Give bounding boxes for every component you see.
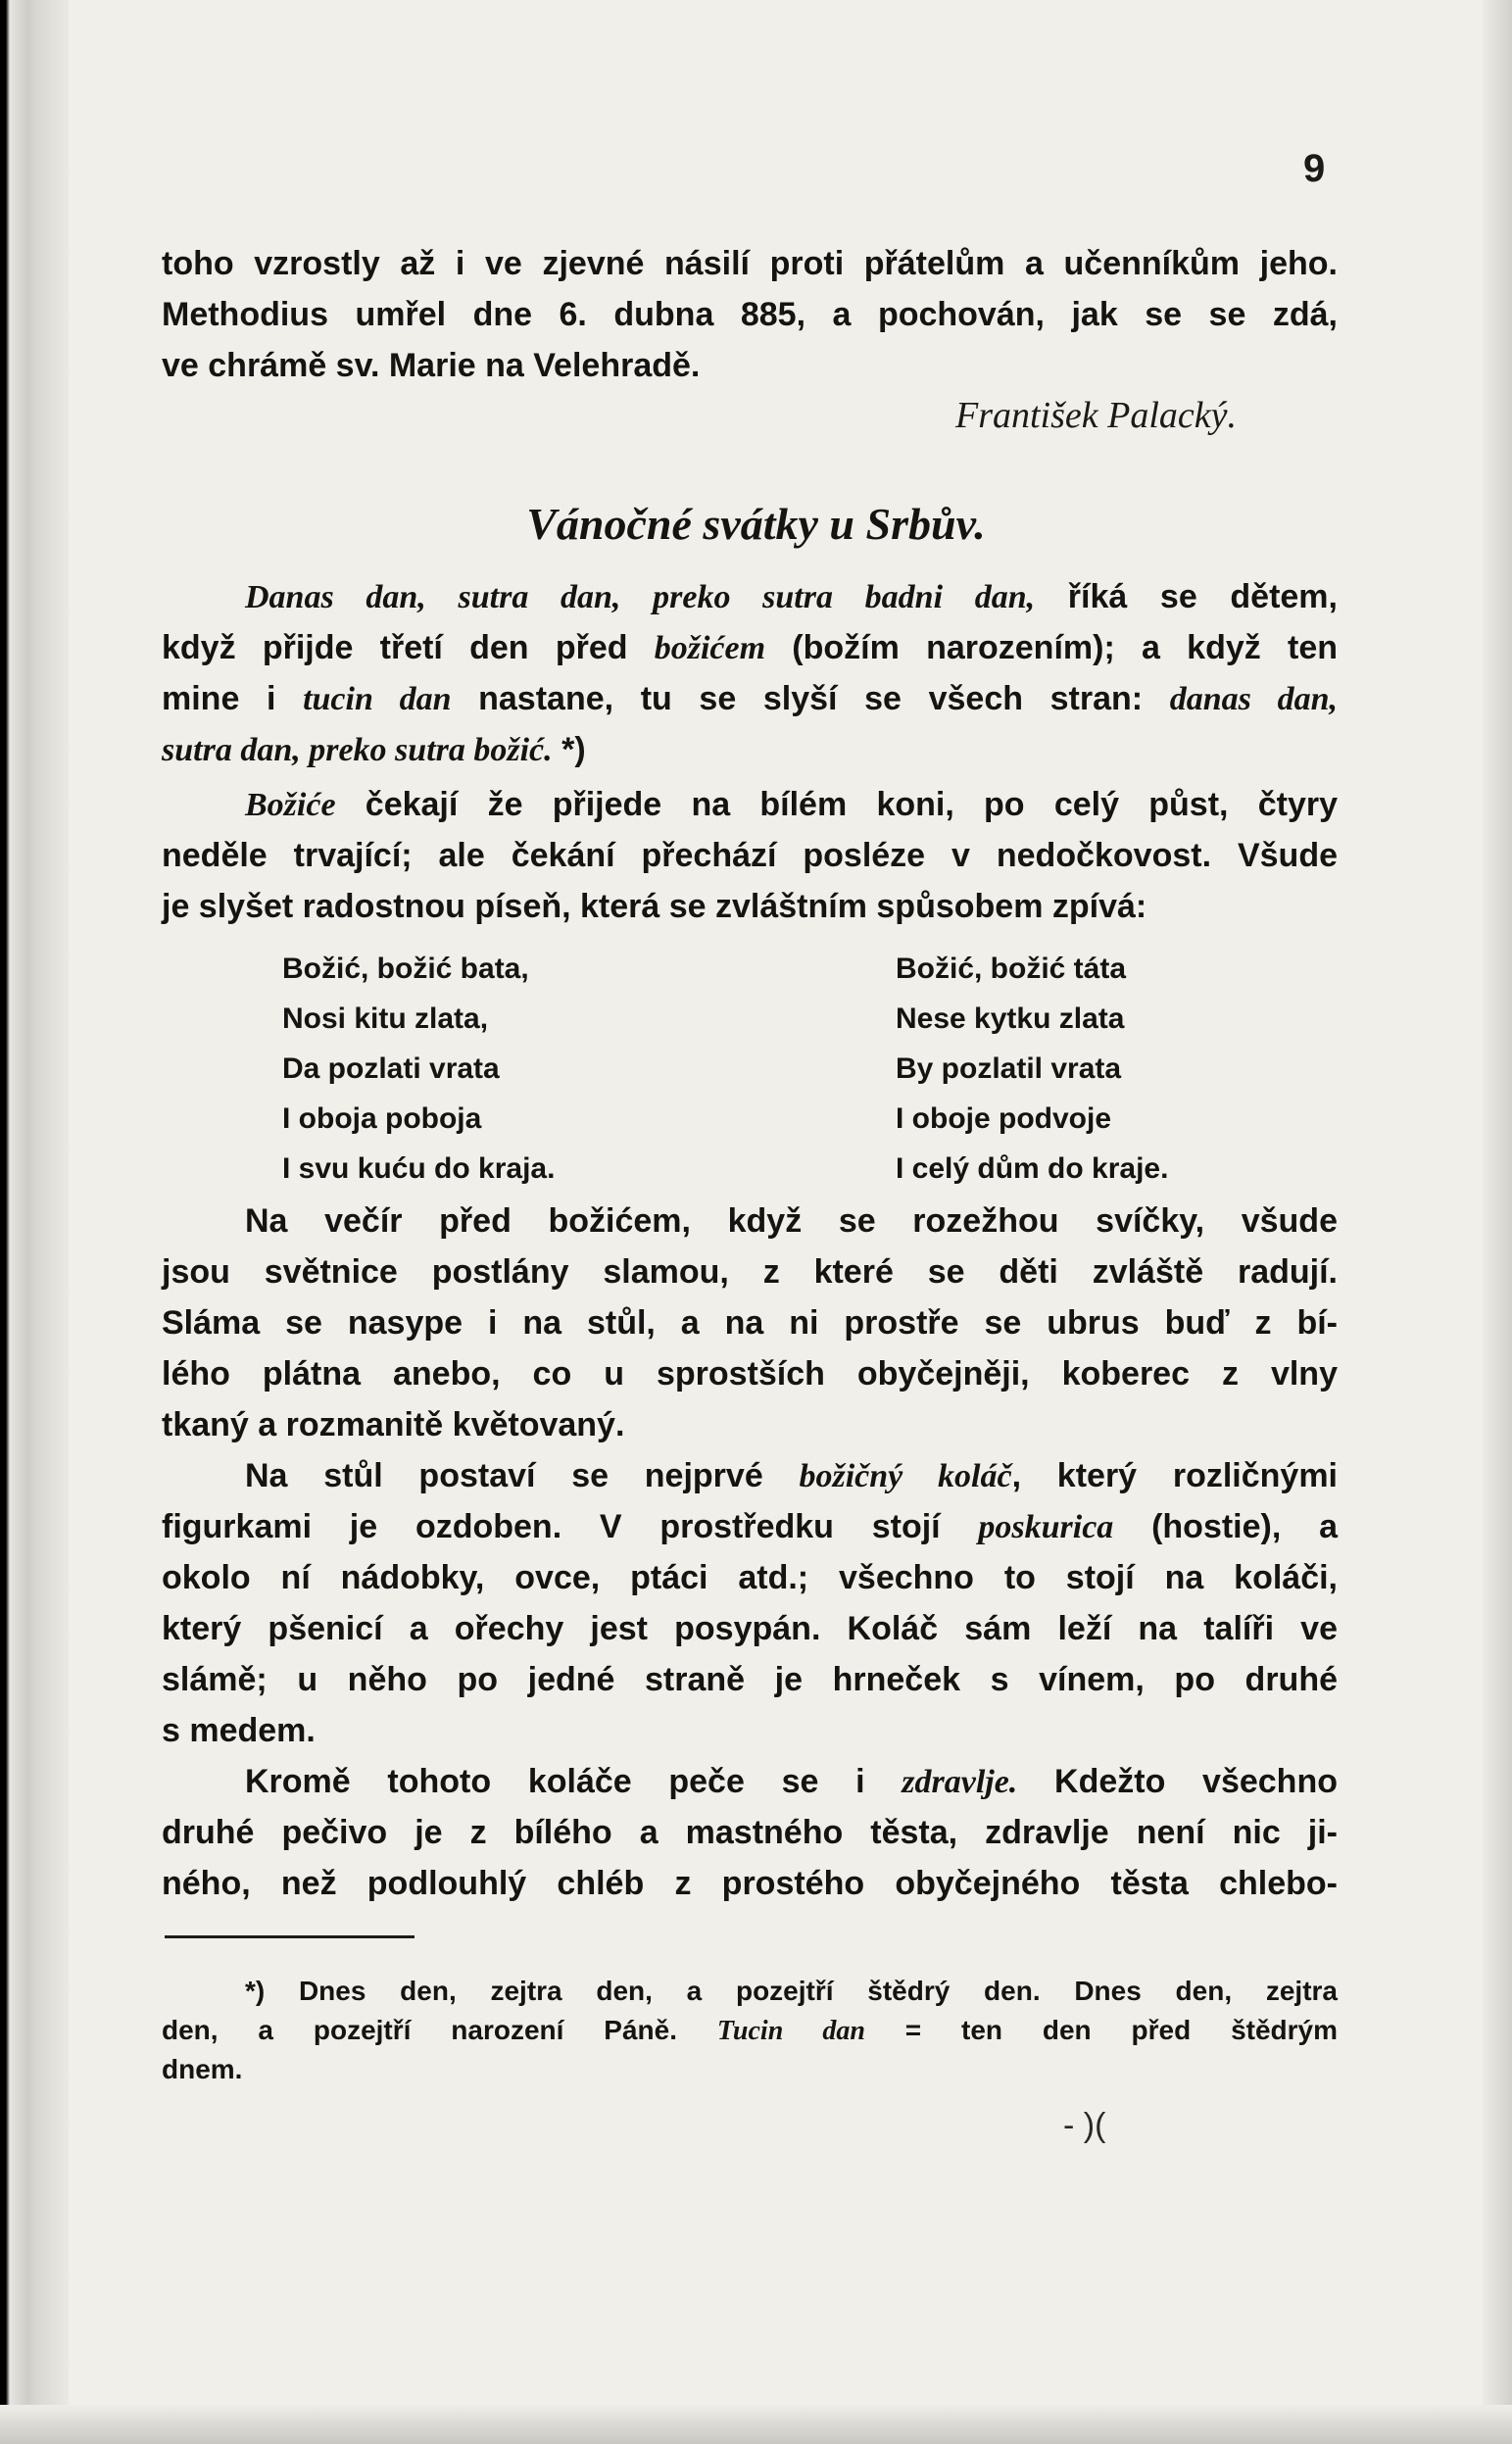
text-line: lého plátna anebo, co u sprostších obyčejněji, koberec z vlny [162, 1355, 1338, 1393]
text-line: jsou světnice postlány slamou, z které se děti zvláště radují. [162, 1253, 1338, 1291]
text-line [162, 729, 1338, 771]
text-line: Na večír před božićem, když se rozežhou svíčky, všude [245, 1202, 1338, 1240]
italic-phrase: tucin dan [303, 681, 452, 717]
text-span: mine i [162, 680, 304, 717]
page-number: 9 [1303, 147, 1326, 190]
text-span: Na stůl postaví se nejprvé [245, 1457, 800, 1494]
poem-row [282, 944, 1341, 994]
section-title: Vánočné svátky u Srbův. [526, 499, 986, 549]
text-span: figurkami je ozdoben. V prostředku stojí [162, 1508, 979, 1545]
text-line: druhé pečivo je z bílého a mastného těsta, zdravlje není nic ji- [162, 1814, 1338, 1851]
footnote-ref: *) [552, 731, 586, 768]
text-span: když přijde třetí den před [162, 629, 655, 666]
text-line [245, 1761, 1338, 1803]
text-line: Sláma se nasype i na stůl, a na ni prostře se ubrus buď z bí- [162, 1304, 1338, 1342]
text-line [245, 784, 1338, 826]
poem-line-original: I oboja poboja [282, 1102, 482, 1135]
poem-row [282, 1094, 1341, 1144]
page-edge-shadow [1483, 0, 1512, 2444]
text-line: Methodius umřel dne 6. dubna 885, a pochován, jak se se zdá, [162, 296, 1338, 333]
text-line: s medem. [162, 1712, 316, 1749]
text-line [162, 627, 1338, 669]
poem-line-original: I svu kuću do kraja. [282, 1152, 556, 1185]
text-span: , který rozličnými [1011, 1457, 1339, 1494]
text-line: toho vzrostly až i ve zjevné násilí proti přátelům a učenníkům jeho. [162, 245, 1338, 282]
poem-line-original: Da pozlati vrata [282, 1052, 500, 1085]
italic-phrase: Danas dan, sutra dan, preko sutra badni dan, [245, 579, 1036, 615]
text-line: je slyšet radostnou píseň, která se zvláštním spůsobem zpívá: [162, 888, 1147, 925]
text-line: tkaný a rozmanitě květovaný. [162, 1406, 625, 1443]
text-line: ného, než podlouhlý chléb z prostého obyčejného těsta chlebo- [162, 1865, 1338, 1902]
italic-phrase: božićem [654, 630, 766, 666]
italic-phrase: sutra dan, preko sutra božić. [162, 732, 553, 768]
italic-phrase: Tucin dan [716, 2016, 865, 2046]
text-line [245, 576, 1338, 618]
text-span: Kromě tohoto koláče peče se i [245, 1763, 902, 1800]
poem-row [282, 994, 1341, 1044]
poem-line-translation: I oboje podvoje [896, 1102, 1112, 1135]
text-line: neděle trvající; ale čekání přechází posléze v nedočkovost. Všude [162, 837, 1338, 874]
page-bottom-edge [0, 2405, 1512, 2444]
italic-phrase: danas dan, [1169, 681, 1338, 717]
page-binding-shadow [0, 0, 69, 2444]
italic-phrase: božičný koláč [799, 1458, 1012, 1494]
italic-phrase: Božiće [245, 787, 336, 823]
text-span: = ten den před štědrým [864, 2015, 1339, 2045]
text-span: říká se dětem, [1035, 578, 1338, 615]
poem-row [282, 1044, 1341, 1094]
text-line: slámě; u něho po jedné straně je hrneček s vínem, po druhé [162, 1661, 1338, 1698]
text-span: den, a pozejtří narození Páně. [162, 2015, 717, 2045]
poem-line-translation: Nese kytku zlata [896, 1002, 1125, 1035]
poem-line-translation: By pozlatil vrata [896, 1052, 1122, 1085]
text-line [245, 1455, 1338, 1497]
page-mark: - )( [1063, 2107, 1106, 2144]
text-span: (hostie), a [1113, 1508, 1338, 1545]
footnote-rule [165, 1935, 415, 1938]
footnote-line [162, 2011, 1338, 2051]
poem-row [282, 1144, 1341, 1194]
text-span: Kdežto všechno [1017, 1763, 1338, 1800]
author-signature: František Palacký. [955, 395, 1238, 436]
italic-phrase: zdravlje. [902, 1764, 1018, 1800]
text-line: okolo ní nádobky, ovce, ptáci atd.; všechno to stojí na koláči, [162, 1559, 1338, 1596]
text-line [162, 1506, 1338, 1548]
text-line: který pšenicí a ořechy jest posypán. Koláč sám leží na talíři ve [162, 1610, 1338, 1647]
poem-line-translation: Božić, božić táta [896, 953, 1127, 985]
text-line [162, 678, 1338, 720]
poem-block [282, 944, 1341, 1194]
poem-line-translation: I celý dům do kraje. [896, 1152, 1169, 1185]
italic-phrase: poskurica [978, 1509, 1114, 1545]
poem-line-original: Božić, božić bata, [282, 953, 529, 985]
text-line: ve chrámě sv. Marie na Velehradě. [162, 347, 701, 384]
text-span: čekají že přijede na bílém koni, po celý půst, čtyry [335, 786, 1338, 823]
text-span: nastane, tu se slyší se všech stran: [451, 680, 1170, 717]
footnote-line: dnem. [162, 2054, 243, 2084]
text-span: (božím narozením); a když ten [765, 629, 1338, 666]
poem-line-original: Nosi kitu zlata, [282, 1002, 489, 1035]
footnote-line: *) Dnes den, zejtra den, a pozejtří štědrý den. Dnes den, zejtra [245, 1976, 1338, 2006]
